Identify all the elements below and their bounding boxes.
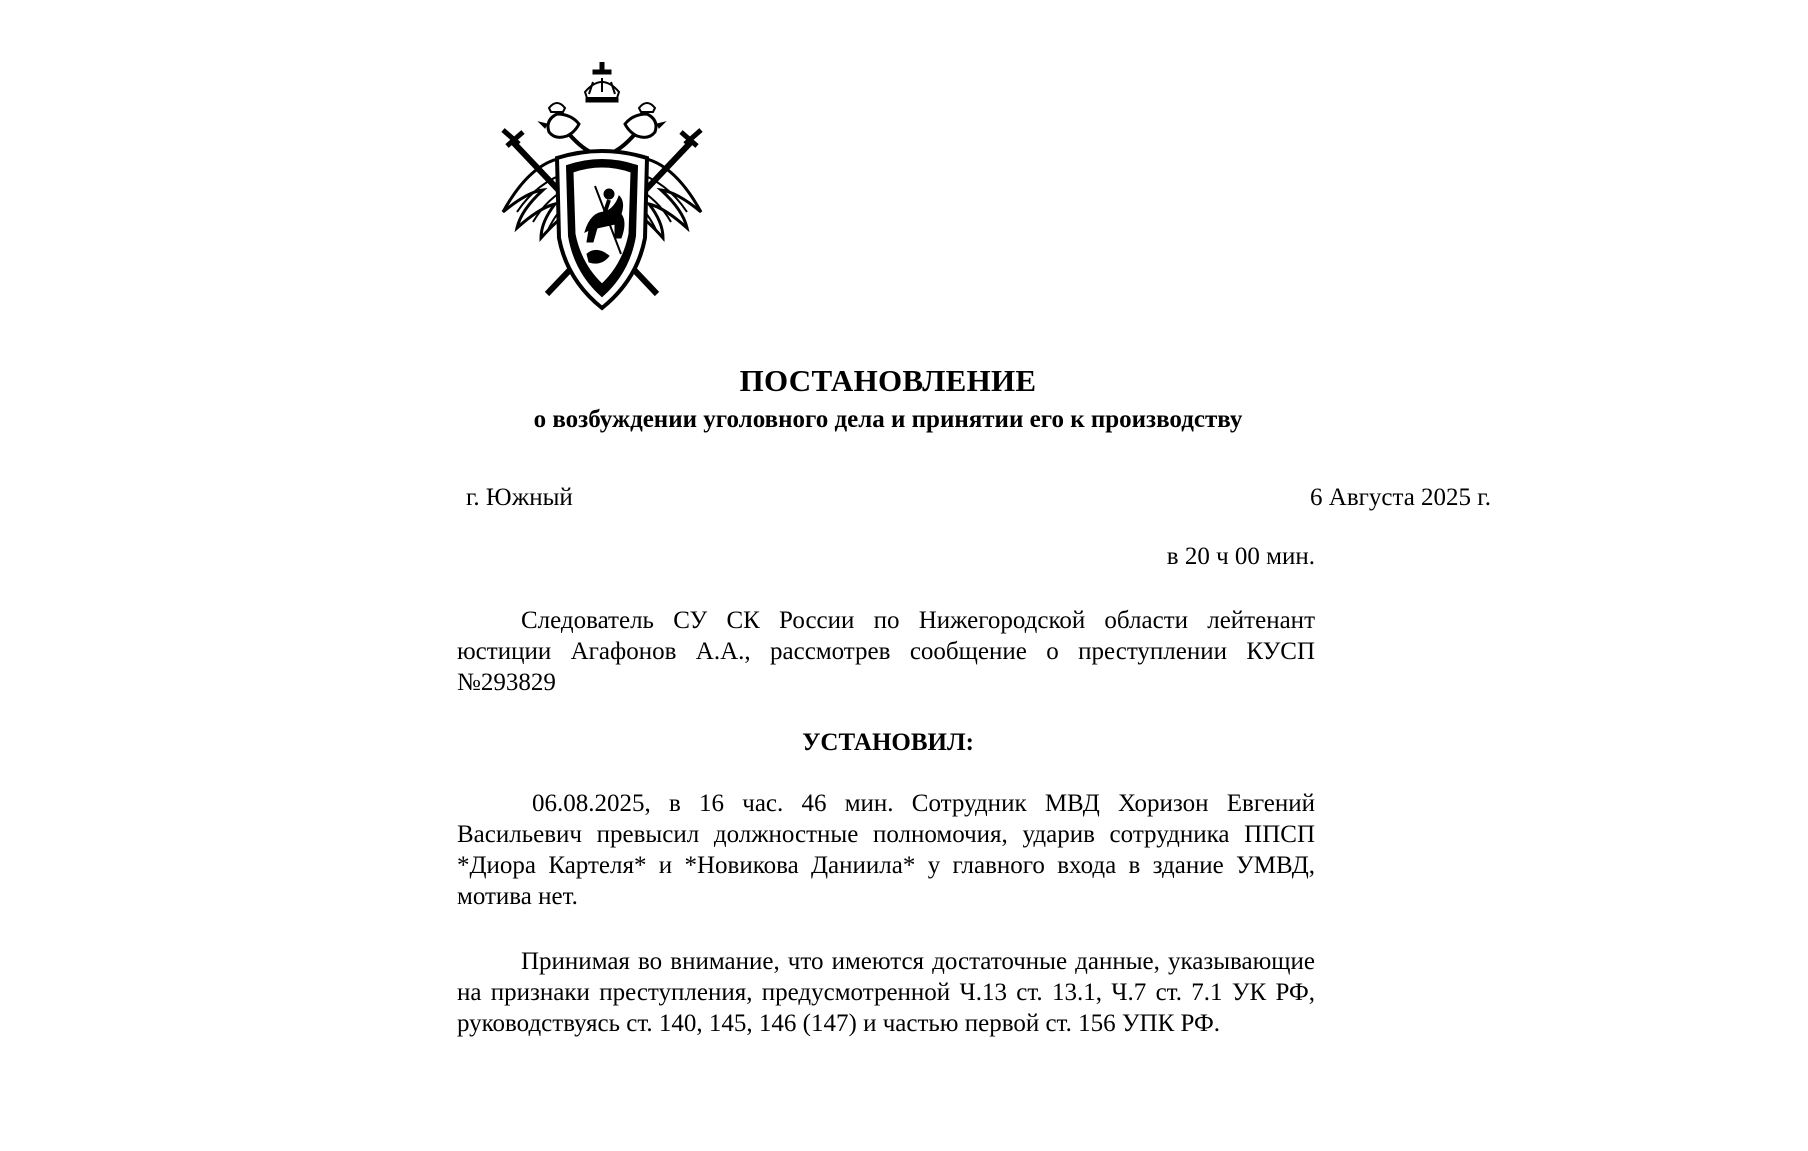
intro-paragraph: Следователь СУ СК России по Нижегородской области лейтенант юстиции Агафонов А.А., рассмотрев сообщение о преступлении КУСП №293829 [457, 607, 1315, 696]
document-subtitle: о возбуждении уголовного дела и принятии его к производству [533, 406, 1243, 433]
section-heading: УСТАНОВИЛ: [802, 729, 974, 756]
considering-paragraph: Принимая во внимание, что имеются достаточные данные, указывающие на признаки преступления, предусмотренной Ч.13 ст. 13.1, Ч.7 ст. 7.1 УК РФ, руководствуясь ст. 140, 145, 146 (147) и частью первой ст. 156 УПК РФ. [457, 948, 1315, 1037]
document-title: ПОСТАНОВЛЕНИЕ [739, 363, 1037, 398]
document-city: г. Южный [466, 484, 573, 511]
established-paragraph: 06.08.2025, в 16 час. 46 мин. Сотрудник МВД Хоризон Евгений Васильевич превысил должностные полномочия, ударив сотрудника ППСП *Диора Картеля* и *Новикова Даниила* у главного входа в здание УМВД, мотива нет. [457, 790, 1315, 910]
document-time: в 20 ч 00 мин. [1166, 543, 1315, 570]
document-date: 6 Августа 2025 г. [1310, 484, 1491, 511]
investigative-committee-emblem-icon [497, 62, 707, 312]
